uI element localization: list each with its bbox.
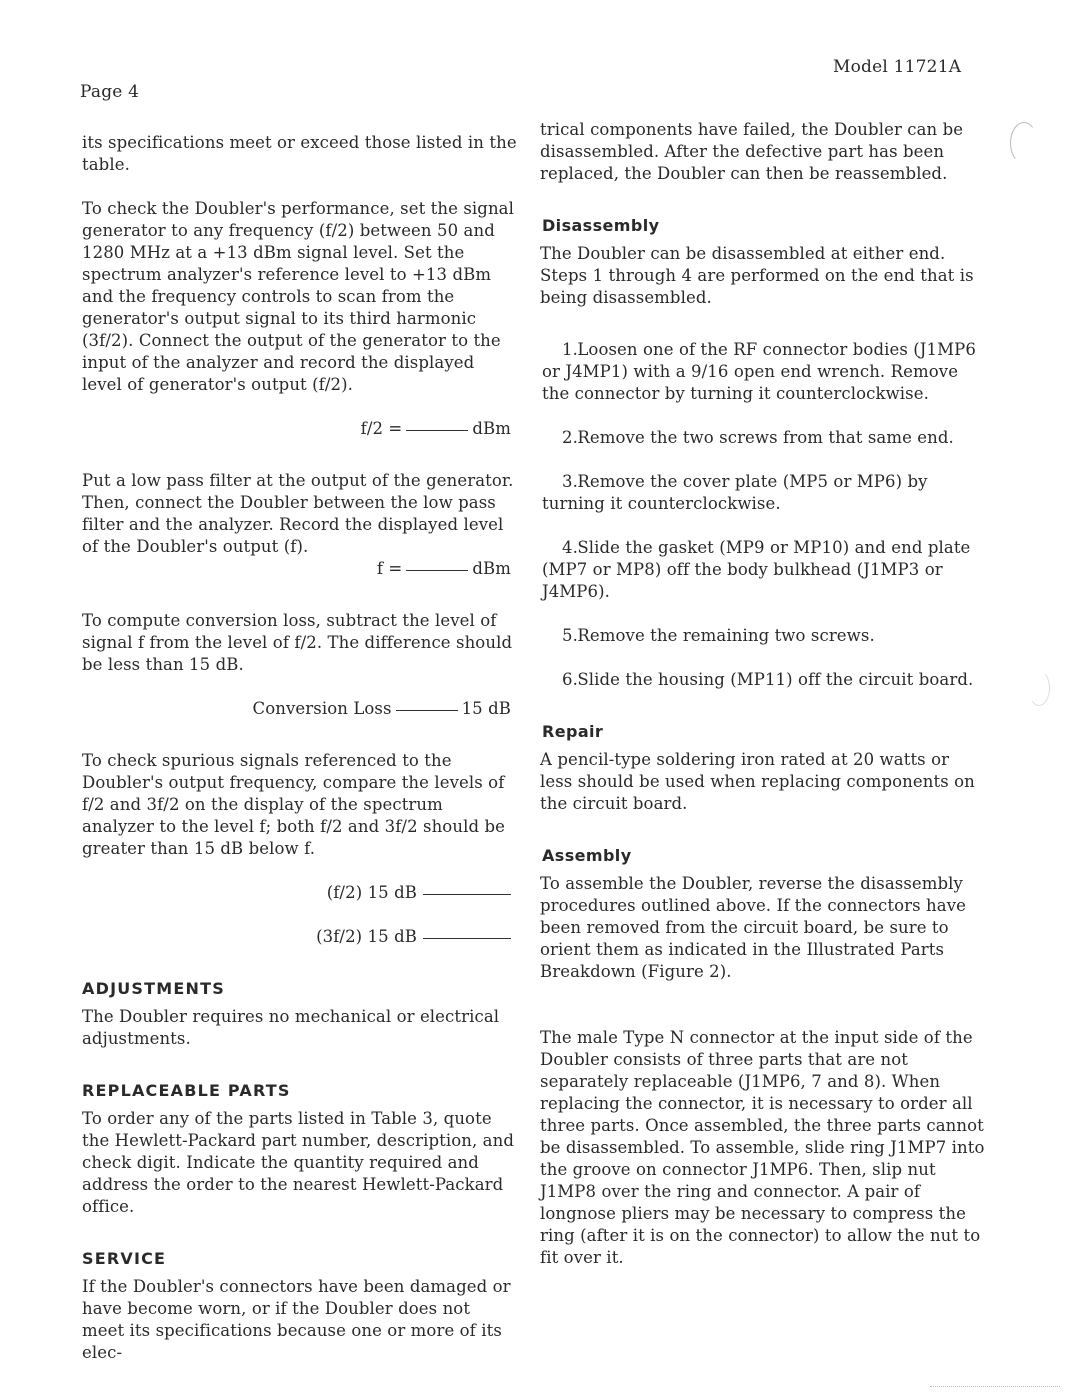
- scan-mark-top: [1010, 122, 1038, 164]
- adjustments-heading: ADJUSTMENTS: [82, 979, 225, 998]
- step-1-text: Loosen one of the RF connector bodies (J1MP6 or J4MP1) with a 9/16 open end wrench. Remove the connector by turning it counterclockwise.: [542, 340, 976, 403]
- measurement-f-unit: dBm: [472, 559, 511, 578]
- measurement-conversion-loss-unit: 15 dB: [461, 699, 511, 718]
- conversion-loss-paragraph: To compute conversion loss, subtract the level of signal f from the level of f/2. The difference should be less than 15 dB.: [82, 611, 513, 674]
- measurement-3f2-spurious-label: (3f/2) 15 dB: [316, 927, 417, 946]
- measurement-f-blank: [406, 569, 468, 571]
- step-5-number: 5.: [562, 626, 578, 645]
- measurement-f2-spurious-blank: [423, 893, 511, 895]
- step-4: [542, 537, 985, 603]
- adjustments-paragraph: The Doubler requires no mechanical or electrical adjustments.: [82, 1007, 500, 1048]
- male-connector-paragraph: The male Type N connector at the input side of the Doubler consists of three parts that are not separately replaceable (J1MP6, 7 and 8). When replacing the connector, it is necessary to order all three parts. Once assembled, the three parts cannot be disassembled. To assemble, slide ring J1MP7 into the groove on connector J1MP6. Then, slip nut J1MP8 over the ring and connector. A pair of longnose pliers may be necessary to compress the ring (after it is on the connector) to allow the nut to fit over it.: [540, 1028, 985, 1267]
- measurement-f2-unit: dBm: [472, 419, 511, 438]
- step-3: [542, 471, 985, 515]
- measurement-3f2-spurious: [82, 926, 517, 948]
- left-column: [82, 132, 517, 1364]
- repair-paragraph: A pencil-type soldering iron rated at 20 watts or less should be used when replacing components on the circuit board.: [540, 750, 975, 813]
- assembly-paragraph: To assemble the Doubler, reverse the disassembly procedures outlined above. If the connectors have been removed from the circuit board, be sure to orient them as indicated in the Illustrated Parts Breakdown (Figure 2).: [540, 874, 966, 981]
- measurement-f2-spurious: [82, 882, 517, 904]
- step-2: [542, 427, 985, 449]
- step-5: [542, 625, 985, 647]
- measurement-f2-blank: [406, 429, 468, 431]
- step-1-number: 1.: [562, 340, 578, 359]
- step-1: [542, 339, 985, 405]
- measurement-conversion-loss: [82, 698, 517, 720]
- page-number: Page 4: [80, 82, 140, 102]
- measurement-3f2-spurious-blank: [423, 937, 511, 939]
- continuation-paragraph: trical components have failed, the Doubler can be disassembled. After the defective part has been replaced, the Doubler can then be reassembled.: [540, 120, 964, 183]
- step-3-text: Remove the cover plate (MP5 or MP6) by turning it counterclockwise.: [542, 472, 928, 513]
- intro-paragraph: its specifications meet or exceed those listed in the table.: [82, 133, 517, 174]
- low-pass-filter-paragraph: Put a low pass filter at the output of the generator. Then, connect the Doubler between the low pass filter and the analyzer. Record the displayed level of the Doubler's output (f).: [82, 471, 514, 556]
- service-paragraph: If the Doubler's connectors have been damaged or have become worn, or if the Doubler does not meet its specifications because one or more of its elec-: [82, 1277, 511, 1362]
- measurement-f: [82, 558, 517, 580]
- step-2-text: Remove the two screws from that same end.: [577, 428, 954, 447]
- disassembly-paragraph: The Doubler can be disassembled at either end. Steps 1 through 4 are performed on the end that is being disassembled.: [540, 244, 974, 307]
- replaceable-parts-heading: REPLACEABLE PARTS: [82, 1081, 291, 1100]
- step-2-number: 2.: [562, 428, 578, 447]
- measurement-conversion-loss-label: Conversion Loss: [252, 699, 392, 718]
- repair-heading: Repair: [542, 722, 604, 741]
- measurement-f-label: f =: [376, 559, 403, 578]
- measurement-f2: [82, 418, 517, 440]
- replaceable-parts-paragraph: To order any of the parts listed in Table 3, quote the Hewlett-Packard part number, description, and check digit. Indicate the quantity required and address the order to the nearest Hewlett-Packard office.: [82, 1109, 514, 1216]
- step-4-text: Slide the gasket (MP9 or MP10) and end plate (MP7 or MP8) off the body bulkhead (J1MP3 or J4MP6).: [542, 538, 971, 601]
- right-column: [540, 119, 985, 1269]
- step-6: [542, 669, 985, 691]
- measurement-f2-spurious-label: (f/2) 15 dB: [326, 883, 417, 902]
- assembly-heading: Assembly: [542, 846, 632, 865]
- service-heading: SERVICE: [82, 1249, 167, 1268]
- step-6-number: 6.: [562, 670, 578, 689]
- spurious-signals-paragraph: To check spurious signals referenced to the Doubler's output frequency, compare the levels of f/2 and 3f/2 on the display of the spectrum analyzer to the level f; both f/2 and 3f/2 should be greater than 15 dB below f.: [82, 751, 505, 858]
- measurement-f2-label: f/2 =: [360, 419, 403, 438]
- step-3-number: 3.: [562, 472, 578, 491]
- step-4-number: 4.: [562, 538, 578, 557]
- scan-dots: [930, 1386, 1060, 1387]
- scan-mark-middle: [1028, 670, 1050, 706]
- step-6-text: Slide the housing (MP11) off the circuit board.: [577, 670, 974, 689]
- check-performance-paragraph: To check the Doubler's performance, set the signal generator to any frequency (f/2) between 50 and 1280 MHz at a +13 dBm signal level. Set the spectrum analyzer's reference level to +13 dBm and the frequency controls to scan from the generator's output signal to its third harmonic (3f/2). Connect the output of the generator to the input of the analyzer and record the displayed level of generator's output (f/2).: [82, 199, 514, 394]
- step-5-text: Remove the remaining two screws.: [577, 626, 875, 645]
- disassembly-heading: Disassembly: [542, 216, 660, 235]
- model-number: Model 11721A: [833, 57, 962, 77]
- measurement-conversion-loss-blank: [396, 709, 458, 711]
